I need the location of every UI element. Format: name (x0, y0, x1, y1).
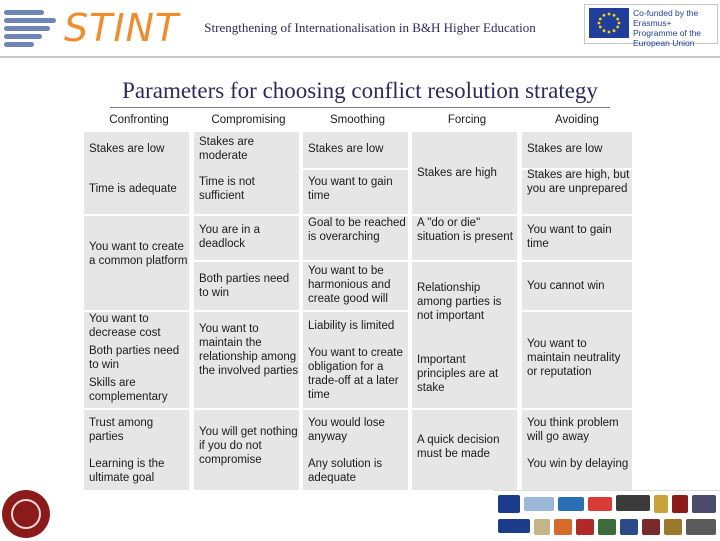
row-divider (84, 408, 190, 410)
cell-smoothing-5: Liability is limited (308, 320, 395, 332)
cell-confronting-4: You want to decrease cost (89, 313, 161, 339)
cell-smoothing-3: Goal to be reached is overarching (308, 217, 406, 243)
cell-smoothing-1: Stakes are low (308, 143, 384, 155)
header-bar (0, 0, 720, 58)
partner-logo-icon (672, 495, 688, 513)
partner-logo-icon (616, 495, 650, 511)
cell-compromising-6: You will get nothing if you do not compromise (199, 426, 298, 466)
cell-confronting-8: Learning is the ultimate goal (89, 458, 165, 484)
row-divider (522, 310, 632, 312)
row-divider (194, 310, 300, 312)
row-divider (194, 260, 300, 262)
partner-logo-icon (692, 495, 716, 513)
column-header-avoiding: Avoiding (555, 114, 599, 126)
cell-confronting-2: Time is adequate (89, 183, 177, 195)
cell-forcing-1: Stakes are high (417, 167, 497, 179)
partner-logo-icon (588, 497, 612, 511)
cell-confronting-3: You want to create a common platform (89, 241, 188, 267)
partner-logo-icon (576, 519, 594, 535)
cell-confronting-6: Skills are complementary (89, 377, 168, 403)
partner-logo-icon (686, 519, 716, 535)
cell-avoiding-7: You win by delaying (527, 458, 629, 470)
cell-compromising-2: Time is not sufficient (199, 176, 255, 202)
partner-logo-icon (598, 519, 616, 535)
cell-confronting-7: Trust among parties (89, 417, 154, 443)
row-divider (522, 408, 632, 410)
partner-logo-icon (524, 497, 554, 511)
university-seal-icon (2, 490, 50, 538)
cell-smoothing-4: You want to be harmonious and create good will (308, 265, 391, 305)
eu-flag-icon (589, 8, 629, 38)
header-title: Strengthening of Internationalisation in B&H Higher Education (204, 20, 536, 35)
row-divider (84, 214, 190, 216)
partner-logo-icon (534, 519, 550, 535)
cell-forcing-4: Important principles are at stake (417, 354, 499, 394)
row-divider (303, 260, 409, 262)
column-header-smoothing: Smoothing (330, 114, 385, 126)
eu-funding-badge (584, 4, 718, 48)
cell-avoiding-3: You want to gain time (527, 224, 612, 250)
header-divider (0, 56, 720, 58)
partner-logos-strip (494, 490, 720, 541)
cell-forcing-2: A "do or die" situation is present (417, 217, 513, 243)
cell-compromising-1: Stakes are moderate (199, 136, 254, 162)
row-divider (522, 214, 632, 216)
cell-confronting-5: Both parties need to win (89, 345, 180, 371)
cell-confronting-1: Stakes are low (89, 143, 165, 155)
cell-avoiding-6: You think problem will go away (527, 417, 619, 443)
slide-title: Parameters for choosing conflict resolution strategy (122, 78, 598, 103)
partner-logo-icon (664, 519, 682, 535)
logo-text: STINT (64, 6, 180, 50)
partner-logo-icon (554, 519, 572, 535)
strategy-table (84, 110, 632, 490)
partner-logo-icon (642, 519, 660, 535)
cell-forcing-5: A quick decision must be made (417, 434, 500, 460)
row-divider (303, 310, 409, 312)
partner-logo-icon (498, 519, 530, 533)
column-header-forcing: Forcing (447, 114, 487, 126)
cell-avoiding-5: You want to maintain neutrality or reputation (527, 338, 621, 378)
row-divider (412, 408, 518, 410)
cell-compromising-3: You are in a deadlock (199, 224, 260, 250)
row-divider (303, 408, 409, 410)
row-divider (194, 214, 300, 216)
stint-logo (4, 4, 180, 50)
eu-funding-text: Co-funded by the Erasmus+ Programme of the European Union (633, 8, 702, 48)
cell-smoothing-7: You would lose anyway (308, 417, 385, 443)
cell-smoothing-2: You want to gain time (308, 176, 393, 202)
cell-compromising-4: Both parties need to win (199, 273, 290, 299)
row-divider (194, 408, 300, 410)
row-divider (412, 260, 518, 262)
cell-avoiding-4: You cannot win (527, 280, 605, 292)
cell-forcing-3: Relationship among parties is not important (417, 282, 502, 322)
column-header-confronting: Confronting (109, 114, 169, 126)
row-divider (303, 168, 409, 170)
partner-logo-icon (654, 495, 668, 513)
cell-smoothing-8: Any solution is adequate (308, 458, 383, 484)
cell-smoothing-6: You want to create obligation for a trade-off at a later time (308, 347, 403, 401)
partner-logo-icon (498, 495, 520, 513)
column-header-compromising: Compromising (211, 114, 286, 126)
cell-avoiding-1: Stakes are low (527, 143, 603, 155)
title-underline (110, 107, 610, 108)
partner-logo-icon (620, 519, 638, 535)
cell-avoiding-2: Stakes are high, but you are unprepared (527, 169, 630, 195)
row-divider (522, 260, 632, 262)
partner-logo-icon (558, 497, 584, 511)
cell-compromising-5: You want to maintain the relationship among the involved parties (199, 323, 299, 377)
